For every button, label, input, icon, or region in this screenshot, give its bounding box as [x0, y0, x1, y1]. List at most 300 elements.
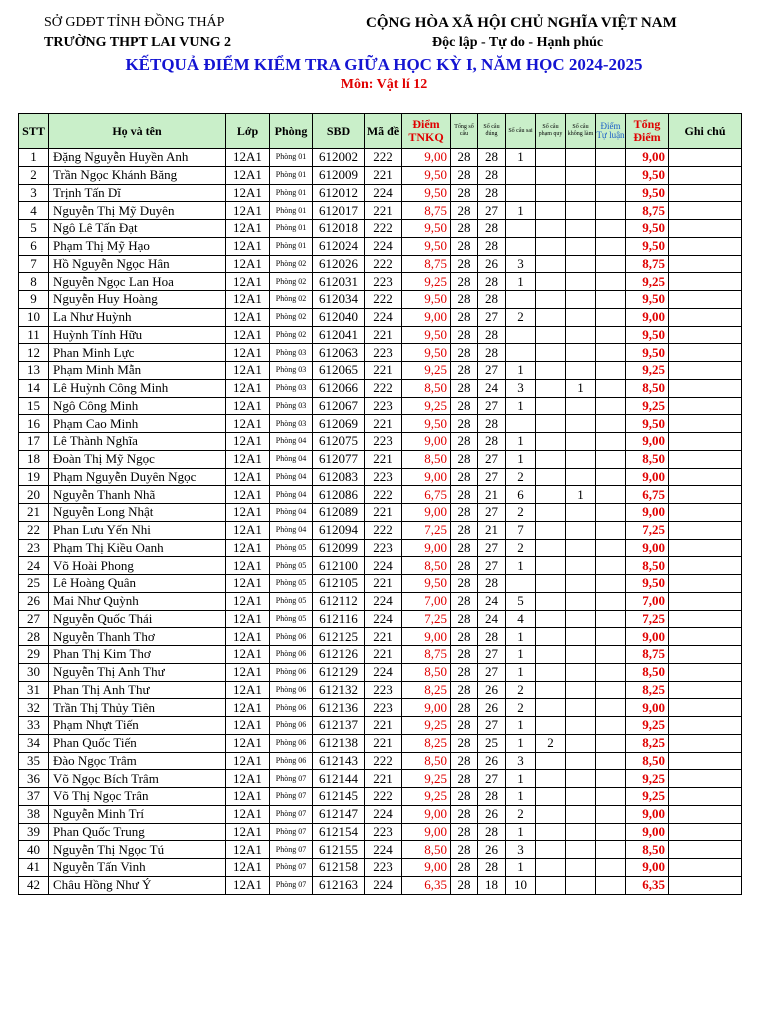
cell-name: Nguyễn Thanh Nhã	[49, 486, 226, 504]
cell-class: 12A1	[226, 362, 270, 380]
cell-wrong	[506, 237, 536, 255]
cell-class: 12A1	[226, 610, 270, 628]
cell-notes	[669, 717, 742, 735]
cell-total-questions: 28	[451, 149, 478, 167]
cell-total-score: 8,50	[626, 841, 669, 859]
cell-wrong: 3	[506, 841, 536, 859]
cell-room: Phòng 02	[270, 255, 313, 273]
cell-violations	[536, 486, 566, 504]
cell-tnkq-score: 9,50	[402, 344, 451, 362]
cell-room: Phòng 02	[270, 291, 313, 309]
cell-total-questions: 28	[451, 646, 478, 664]
cell-name: Võ Ngọc Bích Trâm	[49, 770, 226, 788]
cell-violations	[536, 504, 566, 522]
cell-sbd: 612094	[313, 521, 365, 539]
cell-sbd: 612116	[313, 610, 365, 628]
cell-name: Trần Ngọc Khánh Băng	[49, 166, 226, 184]
cell-class: 12A1	[226, 166, 270, 184]
cell-wrong: 1	[506, 433, 536, 451]
cell-notes	[669, 521, 742, 539]
cell-tnkq-score: 9,00	[402, 308, 451, 326]
cell-total-score: 8,25	[626, 681, 669, 699]
cell-correct: 27	[478, 468, 506, 486]
cell-essay-score	[596, 592, 626, 610]
cell-stt: 34	[19, 734, 49, 752]
cell-class: 12A1	[226, 237, 270, 255]
cell-violations	[536, 362, 566, 380]
cell-tnkq-score: 9,50	[402, 326, 451, 344]
table-row	[19, 326, 742, 344]
cell-exam-code: 222	[365, 486, 402, 504]
cell-total-score: 8,75	[626, 646, 669, 664]
cell-unanswered	[566, 557, 596, 575]
cell-stt: 32	[19, 699, 49, 717]
cell-wrong: 3	[506, 255, 536, 273]
cell-essay-score	[596, 539, 626, 557]
table-row	[19, 184, 742, 202]
cell-unanswered	[566, 255, 596, 273]
cell-room: Phòng 04	[270, 504, 313, 522]
cell-essay-score	[596, 255, 626, 273]
cell-correct: 26	[478, 841, 506, 859]
cell-room: Phòng 01	[270, 220, 313, 238]
cell-exam-code: 222	[365, 291, 402, 309]
cell-exam-code: 222	[365, 379, 402, 397]
cell-tnkq-score: 8,50	[402, 752, 451, 770]
cell-class: 12A1	[226, 273, 270, 291]
table-row	[19, 717, 742, 735]
cell-notes	[669, 628, 742, 646]
cell-wrong: 1	[506, 557, 536, 575]
cell-exam-code: 223	[365, 433, 402, 451]
cell-sbd: 612138	[313, 734, 365, 752]
col-header-sbd: SBD	[313, 114, 365, 149]
cell-exam-code: 221	[365, 770, 402, 788]
cell-notes	[669, 415, 742, 433]
cell-tnkq-score: 9,50	[402, 237, 451, 255]
cell-total-questions: 28	[451, 557, 478, 575]
cell-total-questions: 28	[451, 184, 478, 202]
cell-room: Phòng 04	[270, 521, 313, 539]
cell-essay-score	[596, 362, 626, 380]
national-title: CỘNG HÒA XÃ HỘI CHỦ NGHĨA VIỆT NAM	[366, 15, 677, 31]
cell-total-score: 9,25	[626, 362, 669, 380]
cell-sbd: 612063	[313, 344, 365, 362]
cell-exam-code: 223	[365, 699, 402, 717]
cell-violations	[536, 717, 566, 735]
table-row	[19, 592, 742, 610]
table-row	[19, 788, 742, 806]
cell-unanswered: 1	[566, 379, 596, 397]
cell-name: Lê Hoàng Quân	[49, 575, 226, 593]
cell-notes	[669, 308, 742, 326]
cell-class: 12A1	[226, 450, 270, 468]
cell-name: Phan Quốc Tiến	[49, 734, 226, 752]
cell-name: Ngô Lê Tấn Đạt	[49, 220, 226, 238]
cell-total-questions: 28	[451, 681, 478, 699]
table-header-row	[19, 114, 742, 149]
cell-total-questions: 28	[451, 308, 478, 326]
cell-sbd: 612017	[313, 202, 365, 220]
cell-correct: 28	[478, 149, 506, 167]
cell-sbd: 612126	[313, 646, 365, 664]
cell-wrong: 2	[506, 699, 536, 717]
cell-class: 12A1	[226, 628, 270, 646]
cell-essay-score	[596, 220, 626, 238]
cell-tnkq-score: 9,00	[402, 699, 451, 717]
cell-essay-score	[596, 859, 626, 877]
cell-notes	[669, 770, 742, 788]
cell-room: Phòng 05	[270, 592, 313, 610]
table-row	[19, 734, 742, 752]
cell-essay-score	[596, 450, 626, 468]
cell-name: Đào Ngọc Trâm	[49, 752, 226, 770]
cell-total-score: 9,00	[626, 308, 669, 326]
cell-room: Phòng 04	[270, 468, 313, 486]
cell-stt: 3	[19, 184, 49, 202]
cell-tnkq-score: 6,35	[402, 876, 451, 894]
cell-total-score: 7,25	[626, 610, 669, 628]
cell-correct: 27	[478, 450, 506, 468]
cell-violations	[536, 823, 566, 841]
cell-class: 12A1	[226, 433, 270, 451]
cell-unanswered	[566, 575, 596, 593]
cell-violations	[536, 397, 566, 415]
cell-sbd: 612129	[313, 663, 365, 681]
cell-room: Phòng 06	[270, 717, 313, 735]
cell-wrong: 1	[506, 362, 536, 380]
cell-name: Hồ Nguyễn Ngọc Hân	[49, 255, 226, 273]
cell-essay-score	[596, 397, 626, 415]
cell-exam-code: 222	[365, 788, 402, 806]
cell-total-score: 9,25	[626, 397, 669, 415]
cell-total-questions: 28	[451, 468, 478, 486]
cell-violations	[536, 450, 566, 468]
cell-sbd: 612069	[313, 415, 365, 433]
cell-correct: 28	[478, 823, 506, 841]
cell-violations	[536, 273, 566, 291]
cell-violations	[536, 220, 566, 238]
cell-stt: 38	[19, 805, 49, 823]
cell-class: 12A1	[226, 202, 270, 220]
cell-total-questions: 28	[451, 344, 478, 362]
cell-sbd: 612145	[313, 788, 365, 806]
cell-class: 12A1	[226, 699, 270, 717]
col-header-essay-score: Điểm Tự luận	[596, 114, 626, 149]
cell-total-questions: 28	[451, 433, 478, 451]
cell-violations	[536, 575, 566, 593]
cell-total-questions: 28	[451, 628, 478, 646]
cell-essay-score	[596, 184, 626, 202]
cell-name: Nguyễn Thị Anh Thư	[49, 663, 226, 681]
cell-notes	[669, 575, 742, 593]
table-row	[19, 557, 742, 575]
table-row	[19, 823, 742, 841]
cell-unanswered	[566, 397, 596, 415]
cell-sbd: 612018	[313, 220, 365, 238]
cell-notes	[669, 450, 742, 468]
cell-total-questions: 28	[451, 859, 478, 877]
cell-room: Phòng 03	[270, 397, 313, 415]
cell-notes	[669, 539, 742, 557]
cell-room: Phòng 01	[270, 237, 313, 255]
cell-total-score: 9,50	[626, 220, 669, 238]
cell-class: 12A1	[226, 308, 270, 326]
cell-stt: 21	[19, 504, 49, 522]
cell-tnkq-score: 9,50	[402, 184, 451, 202]
cell-total-questions: 28	[451, 273, 478, 291]
cell-essay-score	[596, 788, 626, 806]
cell-tnkq-score: 9,00	[402, 823, 451, 841]
cell-total-questions: 28	[451, 699, 478, 717]
table-row	[19, 220, 742, 238]
cell-wrong: 2	[506, 539, 536, 557]
cell-room: Phòng 07	[270, 770, 313, 788]
cell-total-questions: 28	[451, 450, 478, 468]
table-row	[19, 752, 742, 770]
cell-class: 12A1	[226, 805, 270, 823]
cell-class: 12A1	[226, 397, 270, 415]
cell-violations: 2	[536, 734, 566, 752]
cell-correct: 27	[478, 308, 506, 326]
cell-class: 12A1	[226, 592, 270, 610]
cell-correct: 26	[478, 752, 506, 770]
cell-unanswered	[566, 663, 596, 681]
cell-essay-score	[596, 521, 626, 539]
cell-stt: 10	[19, 308, 49, 326]
cell-total-questions: 28	[451, 202, 478, 220]
cell-correct: 27	[478, 539, 506, 557]
table-row	[19, 468, 742, 486]
table-row	[19, 202, 742, 220]
cell-stt: 11	[19, 326, 49, 344]
cell-essay-score	[596, 149, 626, 167]
table-row	[19, 433, 742, 451]
cell-correct: 27	[478, 397, 506, 415]
cell-essay-score	[596, 770, 626, 788]
cell-sbd: 612143	[313, 752, 365, 770]
cell-wrong	[506, 166, 536, 184]
cell-notes	[669, 433, 742, 451]
cell-tnkq-score: 6,75	[402, 486, 451, 504]
cell-exam-code: 221	[365, 504, 402, 522]
cell-notes	[669, 202, 742, 220]
cell-name: Phạm Thị Mỹ Hạo	[49, 237, 226, 255]
cell-tnkq-score: 9,50	[402, 220, 451, 238]
cell-total-questions: 28	[451, 521, 478, 539]
cell-stt: 12	[19, 344, 49, 362]
cell-notes	[669, 220, 742, 238]
cell-unanswered	[566, 539, 596, 557]
cell-notes	[669, 752, 742, 770]
cell-correct: 28	[478, 166, 506, 184]
cell-class: 12A1	[226, 770, 270, 788]
cell-essay-score	[596, 734, 626, 752]
cell-violations	[536, 415, 566, 433]
cell-name: Đặng Nguyễn Huyền Anh	[49, 149, 226, 167]
col-header-notes: Ghi chú	[669, 114, 742, 149]
cell-sbd: 612024	[313, 237, 365, 255]
cell-exam-code: 223	[365, 539, 402, 557]
cell-sbd: 612066	[313, 379, 365, 397]
cell-notes	[669, 362, 742, 380]
cell-correct: 28	[478, 575, 506, 593]
cell-total-score: 9,25	[626, 770, 669, 788]
cell-room: Phòng 02	[270, 273, 313, 291]
table-row	[19, 663, 742, 681]
cell-unanswered	[566, 308, 596, 326]
cell-sbd: 612002	[313, 149, 365, 167]
cell-room: Phòng 06	[270, 628, 313, 646]
cell-sbd: 612154	[313, 823, 365, 841]
cell-total-score: 7,00	[626, 592, 669, 610]
cell-tnkq-score: 8,25	[402, 681, 451, 699]
table-row	[19, 575, 742, 593]
cell-total-questions: 28	[451, 805, 478, 823]
cell-exam-code: 224	[365, 610, 402, 628]
cell-wrong: 3	[506, 379, 536, 397]
cell-total-score: 9,00	[626, 433, 669, 451]
cell-essay-score	[596, 237, 626, 255]
cell-total-questions: 28	[451, 415, 478, 433]
cell-total-questions: 28	[451, 504, 478, 522]
cell-notes	[669, 592, 742, 610]
cell-essay-score	[596, 308, 626, 326]
cell-tnkq-score: 7,25	[402, 521, 451, 539]
cell-total-questions: 28	[451, 752, 478, 770]
cell-stt: 8	[19, 273, 49, 291]
cell-total-score: 8,50	[626, 752, 669, 770]
cell-class: 12A1	[226, 734, 270, 752]
table-row	[19, 291, 742, 309]
cell-stt: 30	[19, 663, 49, 681]
table-row	[19, 504, 742, 522]
cell-exam-code: 224	[365, 805, 402, 823]
cell-essay-score	[596, 202, 626, 220]
cell-violations	[536, 876, 566, 894]
cell-class: 12A1	[226, 255, 270, 273]
cell-name: Nguyễn Thị Ngọc Tú	[49, 841, 226, 859]
cell-wrong: 1	[506, 628, 536, 646]
cell-tnkq-score: 9,00	[402, 468, 451, 486]
cell-stt: 39	[19, 823, 49, 841]
cell-essay-score	[596, 557, 626, 575]
cell-unanswered	[566, 805, 596, 823]
cell-sbd: 612099	[313, 539, 365, 557]
cell-name: Trịnh Tấn Dĩ	[49, 184, 226, 202]
cell-room: Phòng 06	[270, 681, 313, 699]
school-name: TRƯỜNG THPT LAI VUNG 2	[44, 35, 231, 50]
cell-class: 12A1	[226, 663, 270, 681]
cell-unanswered	[566, 859, 596, 877]
cell-exam-code: 224	[365, 876, 402, 894]
cell-violations	[536, 539, 566, 557]
cell-stt: 4	[19, 202, 49, 220]
cell-wrong: 4	[506, 610, 536, 628]
cell-exam-code: 221	[365, 202, 402, 220]
cell-essay-score	[596, 344, 626, 362]
cell-violations	[536, 202, 566, 220]
cell-essay-score	[596, 291, 626, 309]
cell-name: Võ Hoài Phong	[49, 557, 226, 575]
cell-violations	[536, 610, 566, 628]
cell-sbd: 612031	[313, 273, 365, 291]
cell-class: 12A1	[226, 504, 270, 522]
cell-sbd: 612086	[313, 486, 365, 504]
table-row	[19, 610, 742, 628]
cell-correct: 27	[478, 646, 506, 664]
cell-stt: 24	[19, 557, 49, 575]
cell-correct: 24	[478, 592, 506, 610]
department-name: SỞ GDĐT TỈNH ĐỒNG THÁP	[44, 15, 225, 30]
cell-stt: 1	[19, 149, 49, 167]
cell-room: Phòng 05	[270, 557, 313, 575]
cell-correct: 27	[478, 362, 506, 380]
cell-room: Phòng 06	[270, 752, 313, 770]
cell-exam-code: 222	[365, 752, 402, 770]
cell-tnkq-score: 8,50	[402, 557, 451, 575]
cell-wrong: 1	[506, 663, 536, 681]
cell-unanswered	[566, 362, 596, 380]
cell-stt: 5	[19, 220, 49, 238]
cell-wrong: 1	[506, 859, 536, 877]
cell-name: Châu Hồng Như Ý	[49, 876, 226, 894]
cell-class: 12A1	[226, 344, 270, 362]
cell-violations	[536, 681, 566, 699]
cell-wrong: 2	[506, 504, 536, 522]
cell-notes	[669, 681, 742, 699]
cell-unanswered	[566, 149, 596, 167]
cell-total-questions: 28	[451, 255, 478, 273]
cell-class: 12A1	[226, 557, 270, 575]
cell-violations	[536, 521, 566, 539]
cell-correct: 26	[478, 699, 506, 717]
cell-correct: 28	[478, 291, 506, 309]
cell-total-score: 8,50	[626, 379, 669, 397]
cell-room: Phòng 06	[270, 646, 313, 664]
cell-room: Phòng 04	[270, 486, 313, 504]
cell-unanswered	[566, 734, 596, 752]
cell-correct: 18	[478, 876, 506, 894]
cell-unanswered	[566, 841, 596, 859]
cell-sbd: 612077	[313, 450, 365, 468]
cell-name: Nguyễn Tấn Vinh	[49, 859, 226, 877]
national-motto: Độc lập - Tự do - Hạnh phúc	[432, 35, 604, 50]
cell-correct: 28	[478, 859, 506, 877]
cell-notes	[669, 237, 742, 255]
cell-notes	[669, 841, 742, 859]
cell-class: 12A1	[226, 468, 270, 486]
cell-class: 12A1	[226, 184, 270, 202]
cell-name: Nguyễn Minh Trí	[49, 805, 226, 823]
cell-tnkq-score: 9,50	[402, 291, 451, 309]
cell-unanswered	[566, 202, 596, 220]
col-header-unanswered: Số câu không làm	[566, 114, 596, 149]
table-row	[19, 273, 742, 291]
cell-total-score: 8,50	[626, 450, 669, 468]
cell-correct: 28	[478, 415, 506, 433]
table-row	[19, 255, 742, 273]
cell-unanswered	[566, 468, 596, 486]
table-row	[19, 379, 742, 397]
cell-essay-score	[596, 610, 626, 628]
cell-total-questions: 28	[451, 379, 478, 397]
cell-total-score: 9,50	[626, 166, 669, 184]
cell-violations	[536, 308, 566, 326]
cell-stt: 33	[19, 717, 49, 735]
cell-correct: 27	[478, 504, 506, 522]
cell-total-score: 6,35	[626, 876, 669, 894]
